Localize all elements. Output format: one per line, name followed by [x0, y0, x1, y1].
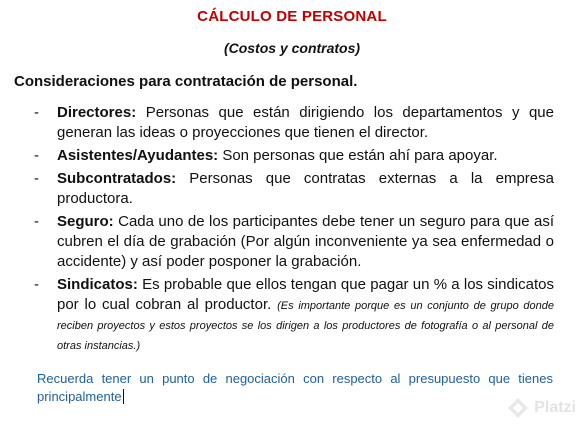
considerations-list: [34, 103, 554, 358]
item-term: Sindicatos:: [57, 276, 138, 293]
text-cursor: [123, 389, 124, 404]
platzi-watermark: [506, 396, 576, 420]
item-text: Personas que están dirigiendo los departamentos y que generan las ideas o proyecciones que tienen el director.: [57, 104, 554, 141]
item-term: Seguro:: [57, 213, 114, 230]
bullet-marker: -: [34, 147, 39, 164]
reminder-text: Recuerda tener un punto de negociación con respecto al presupuesto que tienes principalmente: [37, 371, 553, 404]
item-text: Es probable que ellos tengan que pagar un % a los sindicatos por lo cual cobran al productor.: [57, 276, 554, 313]
item-term: Asistentes/Ayudantes:: [57, 147, 219, 164]
list-item-seguro: [34, 212, 554, 272]
section-heading: Consideraciones para contratación de personal.: [14, 73, 358, 90]
item-note: (Es importante porque es un conjunto de grupo donde reciben proyectos y estos proyectos se los dirigen a los productores de fotografía o al personal de otras instancias.): [57, 300, 554, 352]
item-text: Cada uno de los participantes debe tener un seguro para que así cubren el día de grabación (Por algún inconveniente ya sea enfermedad o accidente) y así poder posponer la grabación.: [57, 213, 554, 270]
platzi-logo-icon: [506, 396, 530, 420]
list-item-directores: [34, 103, 554, 143]
list-item-sindicatos: [34, 275, 554, 355]
bullet-marker: -: [34, 170, 39, 187]
bullet-marker: -: [34, 104, 39, 121]
list-item-asistentes: [34, 146, 554, 166]
watermark-brand: Platzi: [534, 399, 576, 416]
document-title: CÁLCULO DE PERSONAL: [197, 8, 387, 25]
item-term: Directores:: [57, 104, 137, 121]
bullet-marker: -: [34, 213, 39, 230]
list-item-subcontratados: [34, 169, 554, 209]
item-text: Personas que contratas externas a la empresa productora.: [57, 170, 554, 207]
item-text: Son personas que están ahí para apoyar.: [218, 147, 498, 164]
item-term: Subcontratados:: [57, 170, 177, 187]
bullet-marker: -: [34, 276, 39, 293]
reminder-paragraph[interactable]: [37, 370, 553, 406]
document-subtitle: (Costos y contratos): [223, 40, 361, 56]
